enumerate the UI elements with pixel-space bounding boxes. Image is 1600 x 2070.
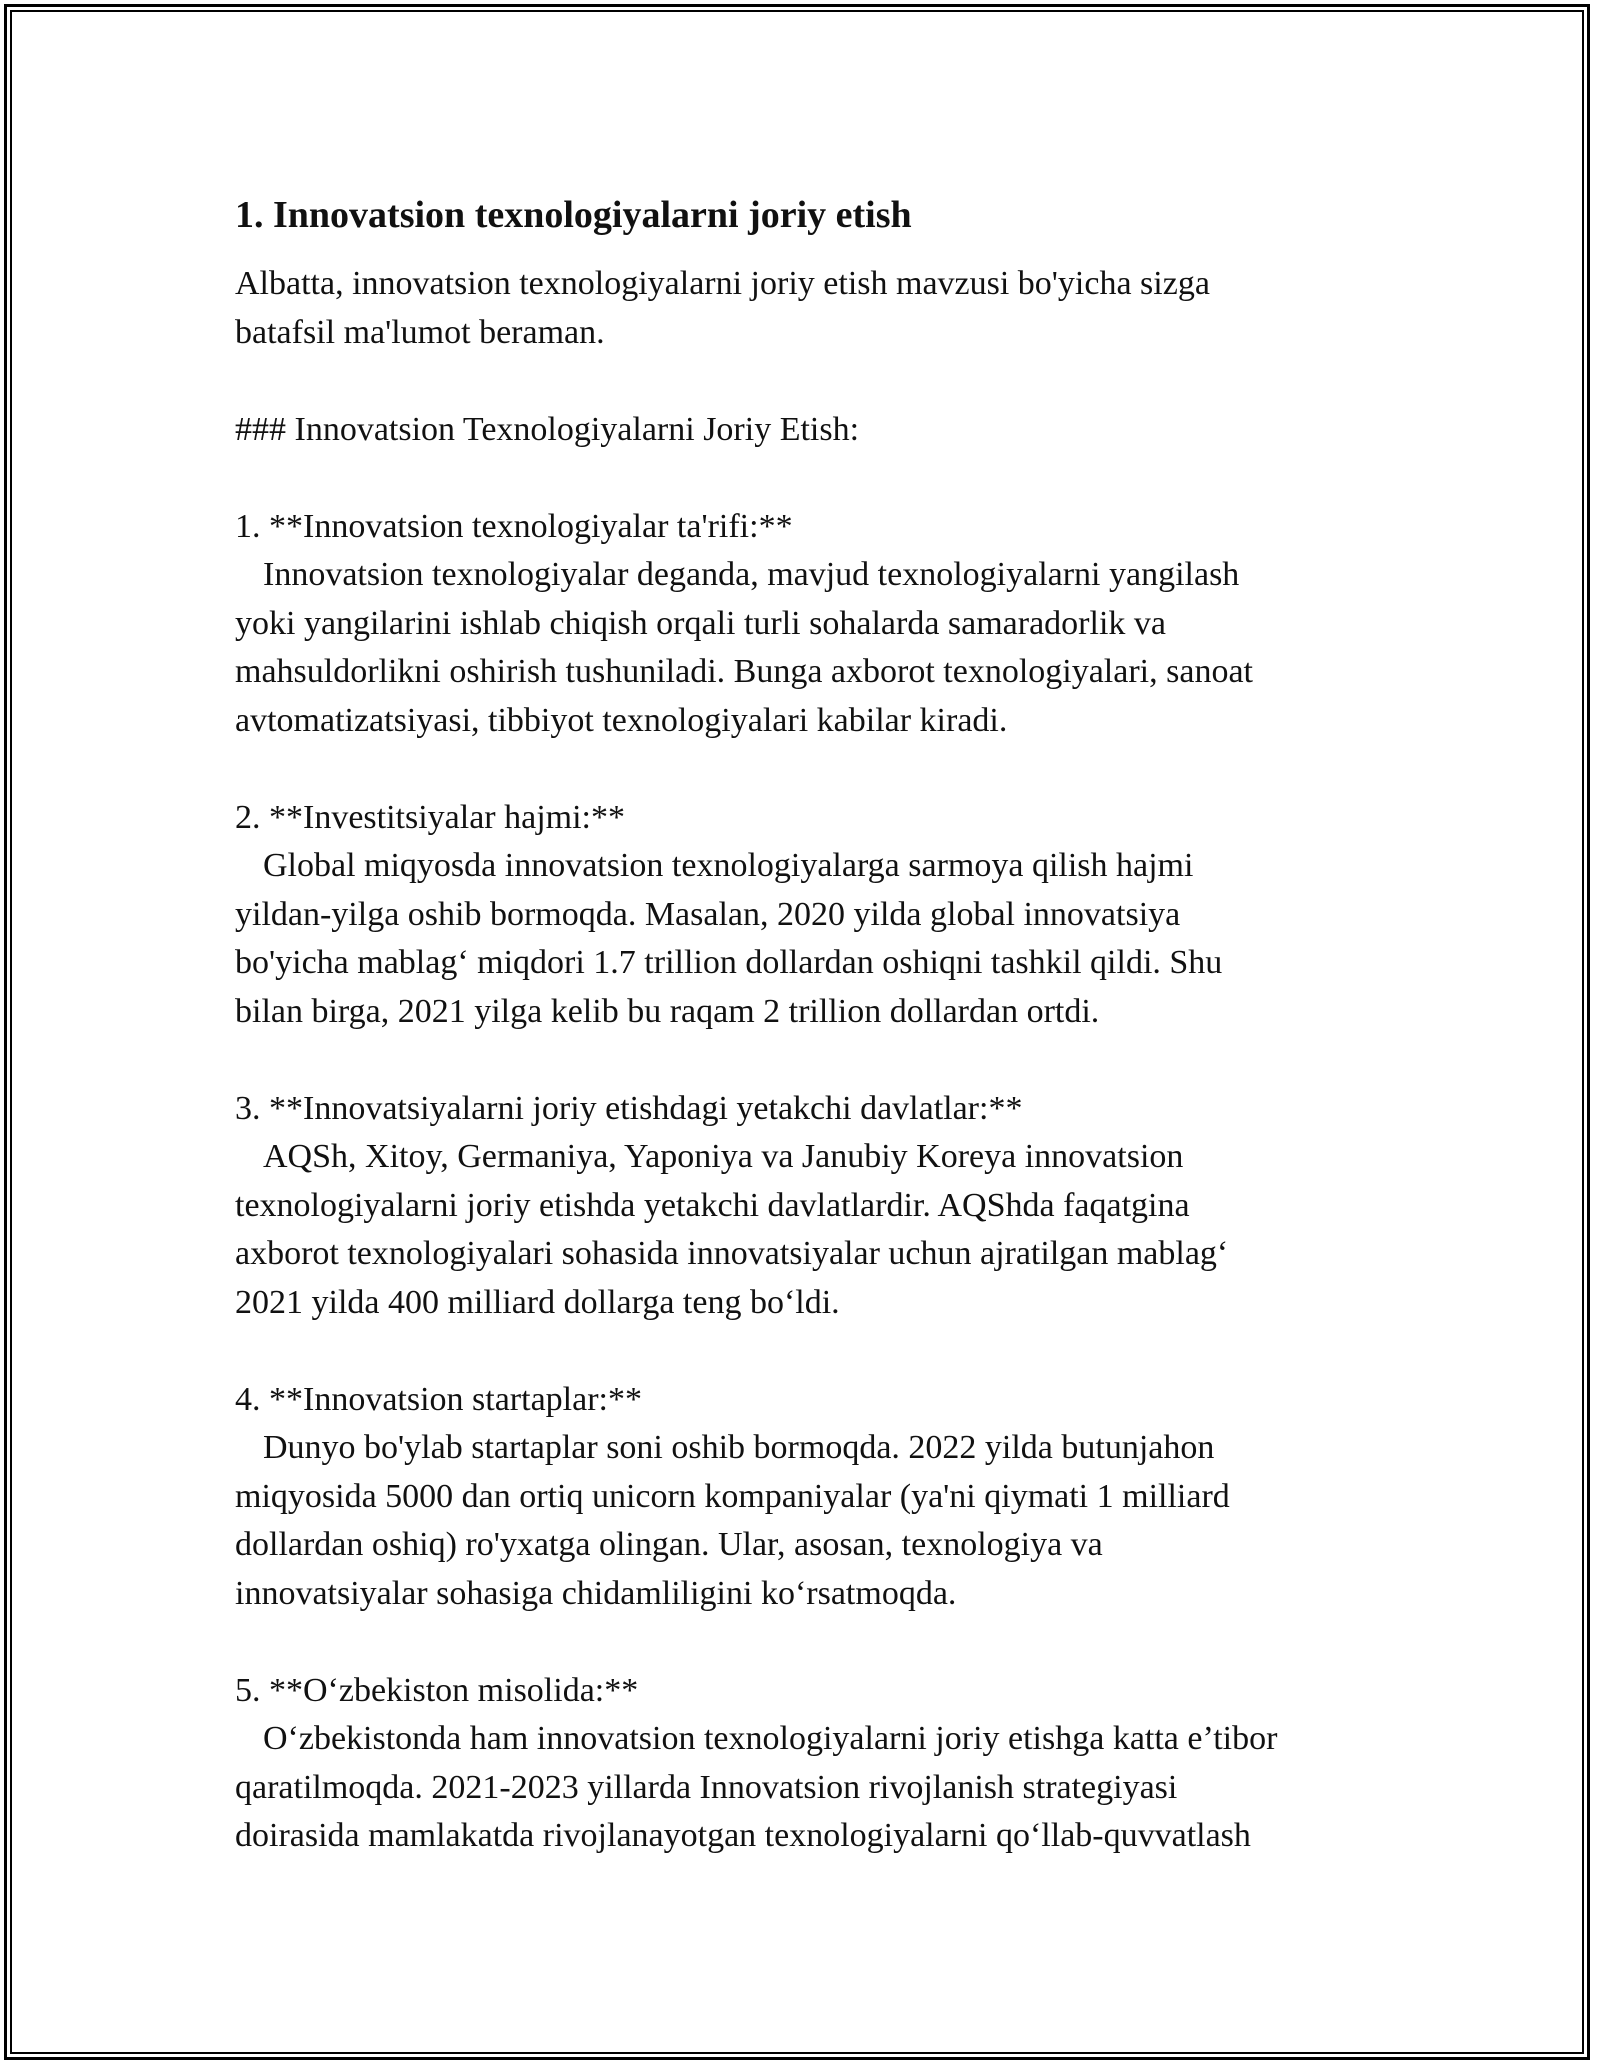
section-line: yoki yangilarini ishlab chiqish orqali turli sohalarda samaradorlik va xyxy=(235,604,1166,642)
paragraph-gap xyxy=(235,1618,1385,1667)
paragraph-gap xyxy=(235,745,1385,794)
section-line: 2021 yilda 400 milliard dollarga teng bo‘ldi. xyxy=(235,1283,840,1321)
intro-paragraph xyxy=(235,260,1385,357)
section-line: avtomatizatsiyasi, tibbiyot texnologiyalari kabilar kiradi. xyxy=(235,701,1008,739)
section-heading: 2. **Investitsiyalar hajmi:** xyxy=(235,798,625,836)
section-line: axborot texnologiyalari sohasida innovatsiyalar uchun ajratilgan mablag‘ xyxy=(235,1235,1229,1272)
section-line: O‘zbekistonda ham innovatsion texnologiyalarni joriy etishga katta e’tibor xyxy=(263,1720,1278,1757)
section-heading: 3. **Innovatsiyalarni joriy etishdagi yetakchi davlatlar:** xyxy=(235,1089,1023,1127)
section-heading: 5. **O‘zbekiston misolida:** xyxy=(235,1671,639,1709)
intro-line: Albatta, innovatsion texnologiyalarni joriy etish mavzusi bo'yicha sizga xyxy=(235,265,1210,302)
section-line: Global miqyosda innovatsion texnologiyalarga sarmoya qilish hajmi xyxy=(263,847,1194,884)
subheading-text: ### Innovatsion Texnologiyalarni Joriy Etish: xyxy=(235,410,860,448)
section-line: miqyosida 5000 dan ortiq unicorn kompaniyalar (ya'ni qiymati 1 milliard xyxy=(235,1477,1230,1515)
paragraph-gap xyxy=(235,1036,1385,1085)
intro-line: batafsil ma'lumot beraman. xyxy=(235,313,605,351)
section-line: yildan-yilga oshib bormoqda. Masalan, 2020 yilda global innovatsiya xyxy=(235,895,1181,933)
section-line: qaratilmoqda. 2021-2023 yillarda Innovatsion rivojlanish strategiyasi xyxy=(235,1768,1178,1806)
section-5 xyxy=(235,1667,1385,1861)
section-line: mahsuldorlikni oshirish tushuniladi. Bunga axborot texnologiyalari, sanoat xyxy=(235,653,1253,690)
section-2 xyxy=(235,794,1385,1037)
section-1 xyxy=(235,503,1385,746)
paragraph-gap xyxy=(235,1327,1385,1376)
section-line: texnologiyalarni joriy etishda yetakchi davlatlardir. AQShda faqatgina xyxy=(235,1186,1190,1224)
section-line: bilan birga, 2021 yilga kelib bu raqam 2 trillion dollardan ortdi. xyxy=(235,992,1100,1030)
paragraph-gap xyxy=(235,454,1385,503)
paragraph-gap xyxy=(235,357,1385,406)
section-line: bo'yicha mablag‘ miqdori 1.7 trillion dollardan oshiqni tashkil qildi. Shu xyxy=(235,944,1223,981)
section-4 xyxy=(235,1376,1385,1619)
subheading xyxy=(235,406,1385,455)
section-line: innovatsiyalar sohasiga chidamliligini ko‘rsatmoqda. xyxy=(235,1574,957,1612)
document-body xyxy=(235,178,1385,1861)
section-heading: 1. **Innovatsion texnologiyalar ta'rifi:** xyxy=(235,507,793,545)
section-line: dollardan oshiq) ro'yxatga olingan. Ular, asosan, texnologiya va xyxy=(235,1526,1103,1563)
section-line: Innovatsion texnologiyalar deganda, mavjud texnologiyalarni yangilash xyxy=(263,556,1240,593)
document-title: 1. Innovatsion texnologiyalarni joriy etish xyxy=(235,194,912,236)
section-3 xyxy=(235,1085,1385,1328)
section-heading: 4. **Innovatsion startaplar:** xyxy=(235,1380,642,1418)
section-line: Dunyo bo'ylab startaplar soni oshib bormoqda. 2022 yilda butunjahon xyxy=(263,1429,1215,1466)
section-line: doirasida mamlakatda rivojlanayotgan texnologiyalarni qo‘llab-quvvatlash xyxy=(235,1817,1251,1854)
section-line: AQSh, Xitoy, Germaniya, Yaponiya va Janubiy Koreya innovatsion xyxy=(263,1138,1184,1175)
